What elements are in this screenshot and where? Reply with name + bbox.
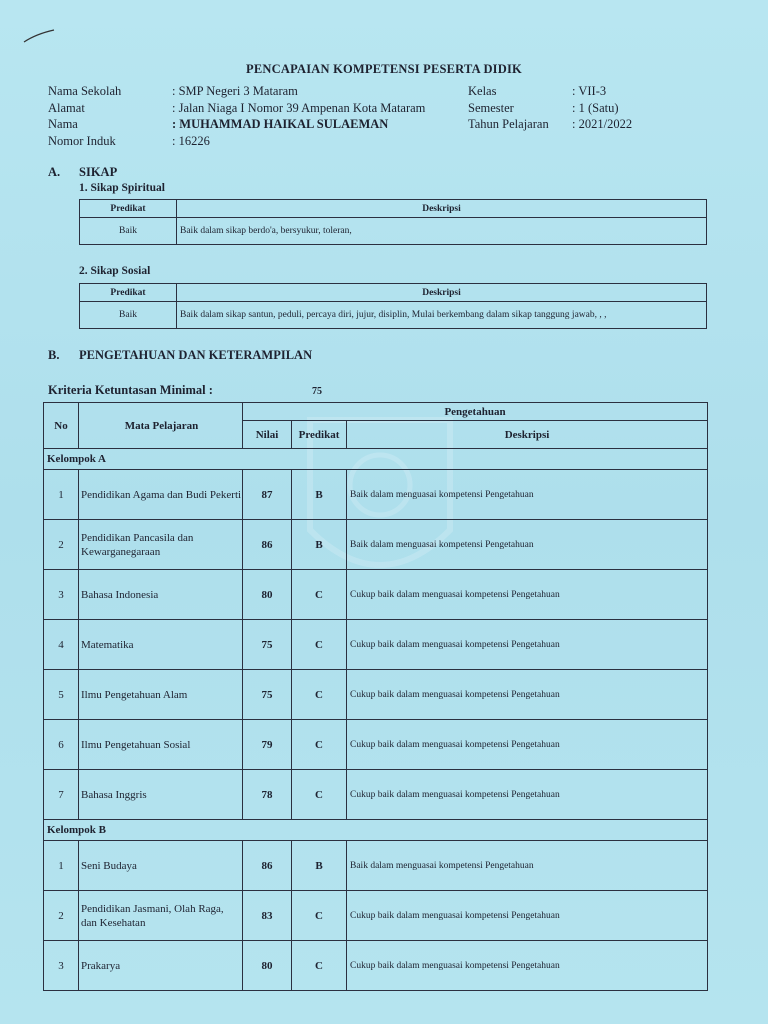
row-predikat: C [292, 620, 347, 670]
identity-label: Alamat [48, 100, 85, 115]
row-nilai: 79 [243, 720, 292, 770]
identity-label: Semester [468, 100, 514, 115]
row-predikat: C [292, 670, 347, 720]
row-predikat: C [292, 720, 347, 770]
spiritual-table [79, 199, 707, 245]
col-no: No [44, 403, 79, 449]
col-deskripsi: Deskripsi [347, 421, 708, 449]
row-no: 1 [44, 470, 79, 520]
student-name: : MUHAMMAD HAIKAL SULAEMAN [172, 117, 389, 131]
row-no: 2 [44, 520, 79, 570]
row-nilai: 86 [243, 841, 292, 891]
row-nilai: 87 [243, 470, 292, 520]
section-a-letter: A. [48, 165, 61, 179]
row-deskripsi: Baik dalam menguasai kompetensi Pengetahuan [347, 841, 708, 891]
section-b-title: PENGETAHUAN DAN KETERAMPILAN [79, 348, 313, 362]
row-predikat: C [292, 770, 347, 820]
identity-value: : 2021/2022 [572, 117, 633, 131]
pen-mark [22, 28, 56, 44]
identity-row [48, 100, 425, 117]
row-nilai: 80 [243, 570, 292, 620]
row-nilai: 80 [243, 941, 292, 991]
row-predikat: B [292, 841, 347, 891]
row-nilai: 75 [243, 620, 292, 670]
col-nilai: Nilai [243, 421, 292, 449]
knowledge-table [43, 402, 708, 991]
col-predikat: Predikat [80, 200, 177, 218]
table-row [44, 770, 708, 820]
col-deskripsi: Deskripsi [177, 284, 707, 302]
page-title: PENCAPAIAN KOMPETENSI PESERTA DIDIK [246, 62, 522, 76]
identity-row [468, 116, 632, 133]
group-a-label: Kelompok A [44, 449, 708, 470]
social-heading: 2. Sikap Sosial [79, 265, 151, 277]
kkm-value: 75 [312, 386, 322, 397]
row-deskripsi: Cukup baik dalam menguasai kompetensi Pengetahuan [347, 941, 708, 991]
row-no: 5 [44, 670, 79, 720]
spiritual-heading: 1. Sikap Spiritual [79, 182, 165, 194]
row-deskripsi: Baik dalam menguasai kompetensi Pengetahuan [347, 520, 708, 570]
spiritual-predikat: Baik [80, 218, 177, 245]
student-identity-left [48, 83, 425, 149]
student-identity-right [468, 83, 632, 133]
table-row [44, 470, 708, 520]
identity-row [468, 83, 632, 100]
row-deskripsi: Baik dalam menguasai kompetensi Pengetahuan [347, 470, 708, 520]
row-deskripsi: Cukup baik dalam menguasai kompetensi Pengetahuan [347, 620, 708, 670]
table-row [44, 620, 708, 670]
table-row [44, 520, 708, 570]
row-deskripsi: Cukup baik dalam menguasai kompetensi Pengetahuan [347, 720, 708, 770]
col-mata-pelajaran: Mata Pelajaran [79, 403, 243, 449]
row-predikat: C [292, 891, 347, 941]
section-b-letter: B. [48, 348, 60, 362]
identity-label: Nomor Induk [48, 133, 116, 148]
col-predikat: Predikat [292, 421, 347, 449]
section-a-title: SIKAP [79, 165, 118, 179]
row-nilai: 78 [243, 770, 292, 820]
identity-row [468, 100, 632, 117]
kkm-label: Kriteria Ketuntasan Minimal : [48, 383, 213, 397]
row-mapel: Matematika [79, 620, 243, 670]
row-no: 1 [44, 841, 79, 891]
identity-label: Kelas [468, 84, 497, 98]
table-row [44, 670, 708, 720]
table-row [44, 720, 708, 770]
identity-value: : 16226 [172, 133, 210, 148]
row-mapel: Ilmu Pengetahuan Sosial [79, 720, 243, 770]
identity-row [48, 83, 425, 100]
col-predikat: Predikat [80, 284, 177, 302]
row-predikat: B [292, 520, 347, 570]
row-mapel: Ilmu Pengetahuan Alam [79, 670, 243, 720]
row-mapel: Prakarya [79, 941, 243, 991]
row-deskripsi: Cukup baik dalam menguasai kompetensi Pengetahuan [347, 570, 708, 620]
row-predikat: C [292, 570, 347, 620]
identity-value: : Jalan Niaga I Nomor 39 Ampenan Kota Mataram [172, 100, 426, 115]
identity-row [48, 133, 425, 150]
row-predikat: B [292, 470, 347, 520]
row-nilai: 86 [243, 520, 292, 570]
row-no: 7 [44, 770, 79, 820]
spiritual-deskripsi: Baik dalam sikap berdo'a, bersyukur, toleran, [177, 218, 707, 245]
row-no: 6 [44, 720, 79, 770]
identity-label: Nama Sekolah [48, 84, 122, 98]
identity-label: Tahun Pelajaran [468, 117, 549, 131]
table-row [44, 841, 708, 891]
row-no: 3 [44, 570, 79, 620]
table-row [44, 891, 708, 941]
social-table [79, 283, 707, 329]
identity-label: Nama [48, 117, 78, 131]
group-b-label: Kelompok B [44, 820, 708, 841]
row-nilai: 75 [243, 670, 292, 720]
identity-value: : SMP Negeri 3 Mataram [172, 84, 298, 98]
row-mapel: Pendidikan Jasmani, Olah Raga, dan Kesehatan [79, 891, 243, 941]
row-no: 4 [44, 620, 79, 670]
row-no: 2 [44, 891, 79, 941]
identity-value: : VII-3 [572, 84, 607, 98]
row-mapel: Pendidikan Agama dan Budi Pekerti [79, 470, 243, 520]
social-predikat: Baik [80, 302, 177, 329]
row-deskripsi: Cukup baik dalam menguasai kompetensi Pengetahuan [347, 770, 708, 820]
row-mapel: Bahasa Indonesia [79, 570, 243, 620]
row-nilai: 83 [243, 891, 292, 941]
row-predikat: C [292, 941, 347, 991]
row-no: 3 [44, 941, 79, 991]
row-mapel: Pendidikan Pancasila dan Kewarganegaraan [79, 520, 243, 570]
row-deskripsi: Cukup baik dalam menguasai kompetensi Pengetahuan [347, 891, 708, 941]
col-pengetahuan: Pengetahuan [243, 403, 708, 421]
table-row [44, 570, 708, 620]
identity-value: : 1 (Satu) [572, 100, 619, 115]
social-deskripsi: Baik dalam sikap santun, peduli, percaya diri, jujur, disiplin, Mulai berkembang dalam sikap tanggung jawab, , , [177, 302, 707, 329]
identity-row [48, 116, 425, 133]
row-deskripsi: Cukup baik dalam menguasai kompetensi Pengetahuan [347, 670, 708, 720]
col-deskripsi: Deskripsi [177, 200, 707, 218]
row-mapel: Seni Budaya [79, 841, 243, 891]
table-row [44, 941, 708, 991]
row-mapel: Bahasa Inggris [79, 770, 243, 820]
